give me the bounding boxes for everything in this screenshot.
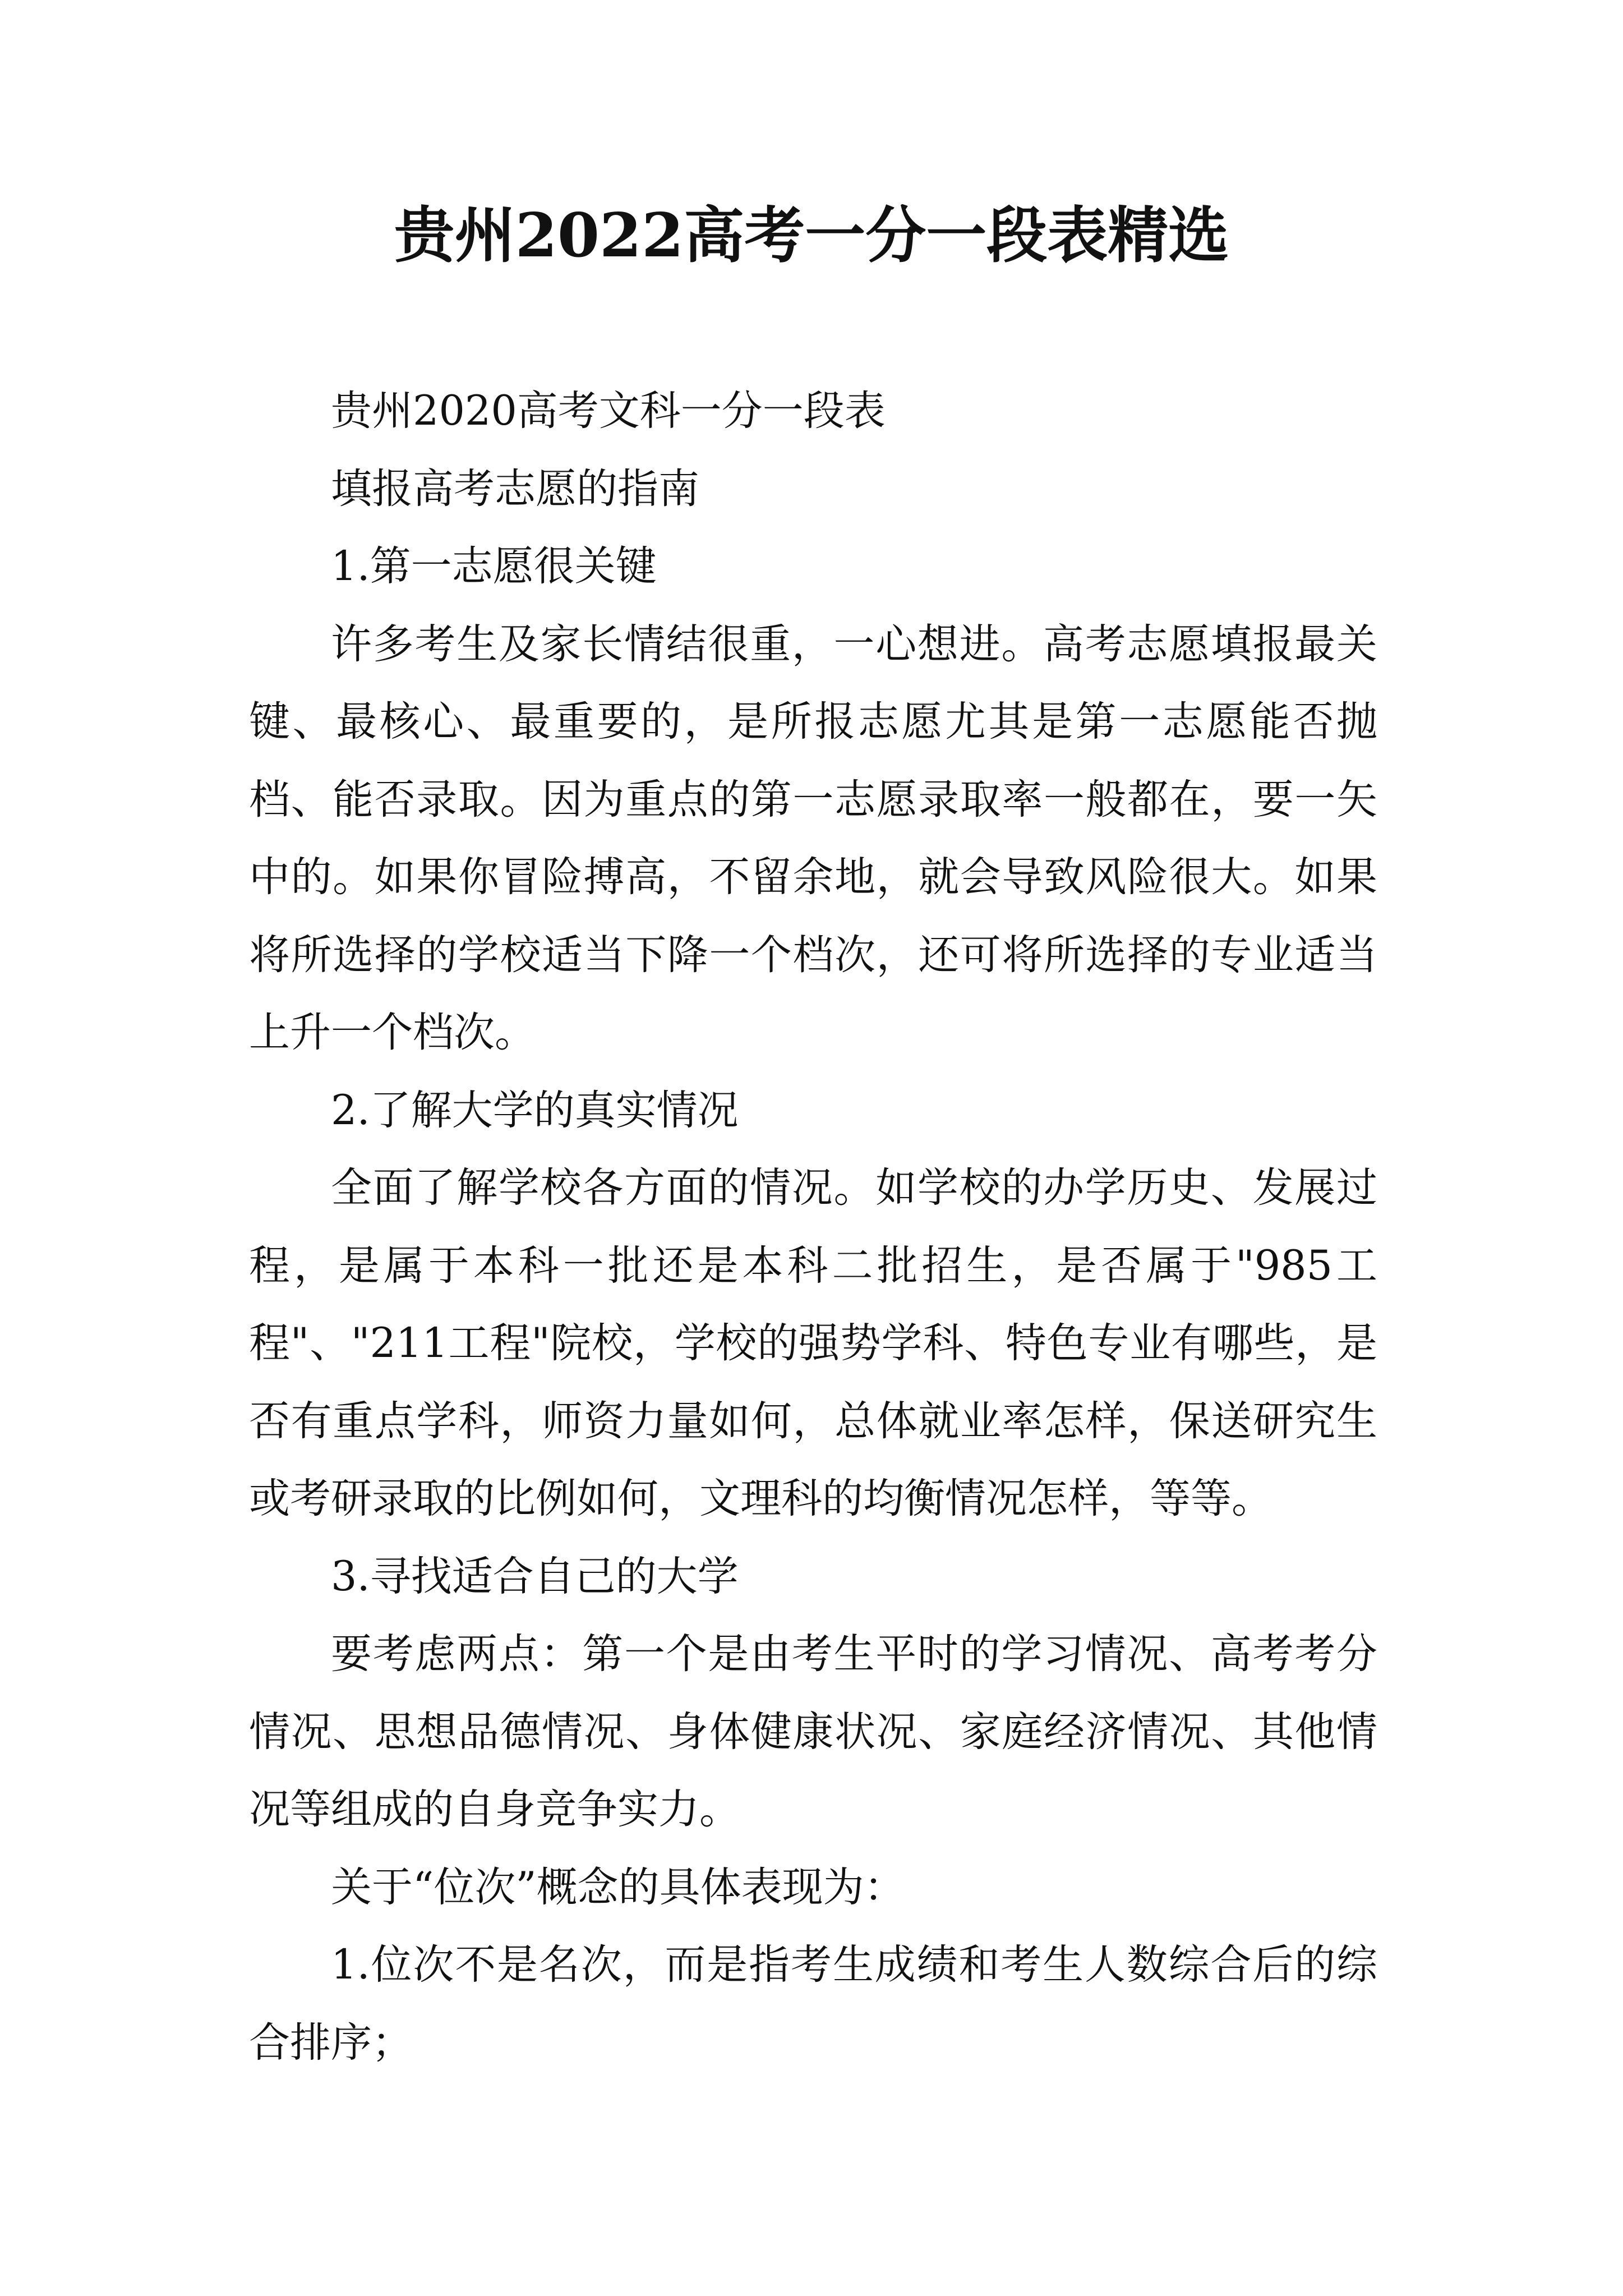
paragraph-rank-point-1: 1.位次不是名次，而是指考生成绩和考生人数综合后的综合排序； — [249, 1941, 1377, 2067]
paragraph-point-3-body: 要考虑两点：第一个是由考生平时的学习情况、高考考分情况、思想品德情况、身体健康状况、家庭经济情况、其他情况等组成的自身竞争实力。 — [249, 1630, 1377, 1833]
document-title: 贵州2022高考一分一段表精选 — [394, 200, 1229, 271]
paragraph-guide-heading: 填报高考志愿的指南 — [331, 464, 699, 513]
paragraph-subtitle-scores: 贵州2020高考文科一分一段表 — [331, 387, 886, 435]
paragraph-rank-concept: 关于“位次”概念的具体表现为： — [331, 1863, 905, 1911]
document-body — [249, 372, 1377, 2082]
paragraph-point-1-body: 许多考生及家长情结很重，一心想进。高考志愿填报最关键、最核心、最重要的，是所报志愿尤其是第一志愿能否抛档、能否录取。因为重点的第一志愿录取率一般都在，要一矢中的。如果你冒险搏高，不留余地，就会导致风险很大。如果将所选择的学校适当下降一个档次，还可将所选择的专业适当上升一个档次。 — [249, 620, 1377, 1056]
paragraph-point-3-heading: 3.寻找适合自己的大学 — [331, 1552, 739, 1600]
paragraph-point-1-heading: 1.第一志愿很关键 — [331, 542, 657, 590]
paragraph-point-2-body: 全面了解学校各方面的情况。如学校的办学历史、发展过程，是属于本科一批还是本科二批招生，是否属于"985工程"、"211工程"院校，学校的强势学科、特色专业有哪些，是否有重点学科，师资力量如何，总体就业率怎样，保送研究生或考研录取的比例如何，文理科的均衡情况怎样，等等。 — [249, 1164, 1377, 1522]
paragraph-point-2-heading: 2.了解大学的真实情况 — [331, 1086, 739, 1134]
